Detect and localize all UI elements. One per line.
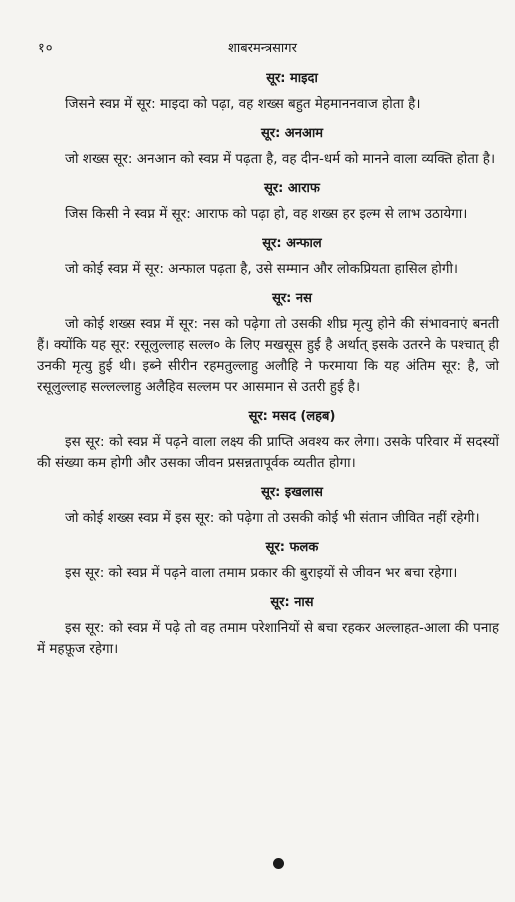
section-paragraph: जो कोई शख्स स्वप्न में इस सूर: को पढ़ेगा तो उसकी कोई भी संतान जीवित नहीं रहेगी। (65, 510, 480, 526)
section-anfal (37, 235, 499, 280)
section-heading: सूर: इखलास (261, 485, 323, 500)
section-maida (37, 70, 499, 115)
page-body (37, 70, 499, 670)
section-nas-r (37, 290, 499, 398)
section-paragraph: जो कोई शख्स स्वप्न में सूर: नस को पढ़ेगा तो उसकी शीघ्र मृत्यु होने की संभावनाएं बनती हैं। क्योंकि यह सूर: रसूलुल्लाह सल्ल० के लिए मखसूस हुई है अर्थात् इसके उतरने के पश्चात् ही उनकी मृत्यु हुई थी। इब्ने सीरीन रहमतुल्लाहु अलौहि ने फरमाया कि यह अंतिम सूर: है, जो रसूलुल्लाह सल्लल्लाहु अलैहिव सल्लम पर आसमान से उतरी हुई है। (37, 316, 499, 395)
end-bullet-icon (273, 858, 284, 869)
section-paragraph: इस सूर: को स्वप्न में पढ़े तो वह तमाम परेशानियों से बचा रहकर अल्लाहत-आला की पनाह में महफ़ूज रहेगा। (37, 620, 499, 657)
section-paragraph: जिसने स्वप्न में सूर: माइदा को पढ़ा, वह शख्स बहुत मेहमाननवाज होता है। (65, 96, 421, 112)
section-heading: सूर: नास (270, 595, 314, 610)
section-anaam (37, 125, 499, 170)
page-number: १० (38, 41, 54, 56)
section-heading: सूर: नस (272, 291, 312, 306)
section-falak (37, 539, 499, 584)
section-paragraph: जिस किसी ने स्वप्न में सूर: आराफ को पढ़ा हो, वह शख्स हर इल्म से लाभ उठायेगा। (65, 206, 468, 222)
section-heading: सूर: अनआम (260, 126, 324, 141)
section-masad (37, 408, 499, 474)
section-ikhlas (37, 484, 499, 529)
section-naas (37, 594, 499, 660)
running-title: शाबरमन्त्रसागर (228, 41, 297, 56)
section-paragraph: जो शख्स सूर: अनआन को स्वप्न में पढ़ता है, वह दीन-धर्म को मानने वाला व्यक्ति होता है। (65, 151, 496, 167)
section-heading: सूर: मसद (लहब) (248, 409, 336, 424)
section-paragraph: इस सूर: को स्वप्न में पढ़ने वाला लक्ष्य की प्राप्ति अवश्य कर लेगा। उसके परिवार में सदस्यों की संख्या कम होगी और उसका जीवन प्रसन्नतापूर्वक व्यतीत होगा। (37, 434, 499, 471)
section-paragraph: जो कोई स्वप्न में सूर: अन्फाल पढ़ता है, उसे सम्मान और लोकप्रियता हासिल होगी। (65, 261, 459, 277)
section-heading: सूर: अन्फाल (262, 236, 322, 251)
page-header (38, 38, 477, 58)
section-araf (37, 180, 499, 225)
section-heading: सूर: माइदा (266, 71, 318, 86)
section-heading: सूर: आराफ (264, 181, 320, 196)
section-heading: सूर: फलक (265, 540, 319, 555)
section-paragraph: इस सूर: को स्वप्न में पढ़ने वाला तमाम प्रकार की बुराइयों से जीवन भर बचा रहेगा। (65, 565, 458, 581)
